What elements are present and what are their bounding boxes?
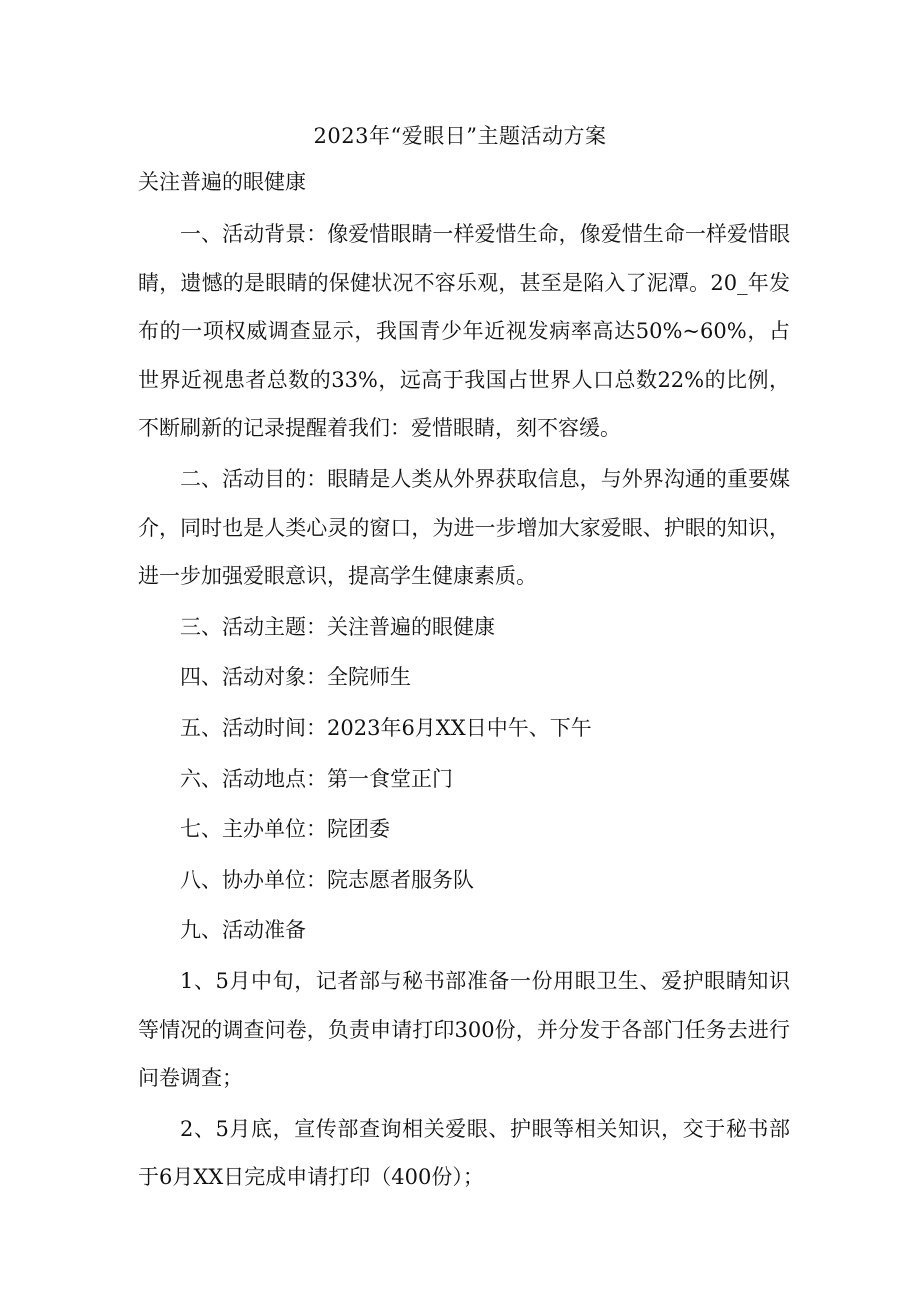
document-subtitle: 关注普遍的眼健康 — [138, 170, 306, 194]
paragraph-prep-step-1: 1、5月中旬，记者部与秘书部准备一份用眼卫生、爱护眼睛知识等情况的调查问卷，负责申请打印300份，并分发于各部门任务去进行问卷调查； — [138, 968, 790, 1091]
paragraph-co-organizer: 八、协办单位：院志愿者服务队 — [180, 867, 474, 892]
paragraph-prep-step-2: 2、5月底，宣传部查询相关爱眼、护眼等相关知识，交于秘书部于6月XX日完成申请打印（400份）； — [138, 1116, 790, 1190]
document-title: 2023年“爱眼日”主题活动方案 — [313, 124, 607, 148]
paragraph-background: 一、活动背景：像爱惜眼睛一样爱惜生命，像爱惜生命一样爱惜眼睛，遗憾的是眼睛的保健状况不容乐观，甚至是陷入了泥潭。20_年发布的一项权威调查显示，我国青少年近视发病率高达50%~60%，占世界近视患者总数的33%，远高于我国占世界人口总数22%的比例，不断刷新的记录提醒着我们：爱惜眼睛，刻不容缓。 — [138, 222, 790, 441]
paragraph-time: 五、活动时间：2023年6月XX日中午、下午 — [180, 715, 592, 740]
paragraph-purpose: 二、活动目的：眼睛是人类从外界获取信息，与外界沟通的重要媒介，同时也是人类心灵的窗口，为进一步增加大家爱眼、护眼的知识，进一步加强爱眼意识，提高学生健康素质。 — [138, 466, 790, 589]
paragraph-preparation: 九、活动准备 — [180, 918, 306, 943]
paragraph-location: 六、活动地点：第一食堂正门 — [180, 766, 453, 791]
document-body — [138, 210, 790, 1204]
paragraph-theme: 三、活动主题：关注普遍的眼健康 — [180, 614, 495, 639]
paragraph-organizer: 七、主办单位：院团委 — [180, 817, 390, 842]
paragraph-audience: 四、活动对象：全院师生 — [180, 665, 411, 690]
